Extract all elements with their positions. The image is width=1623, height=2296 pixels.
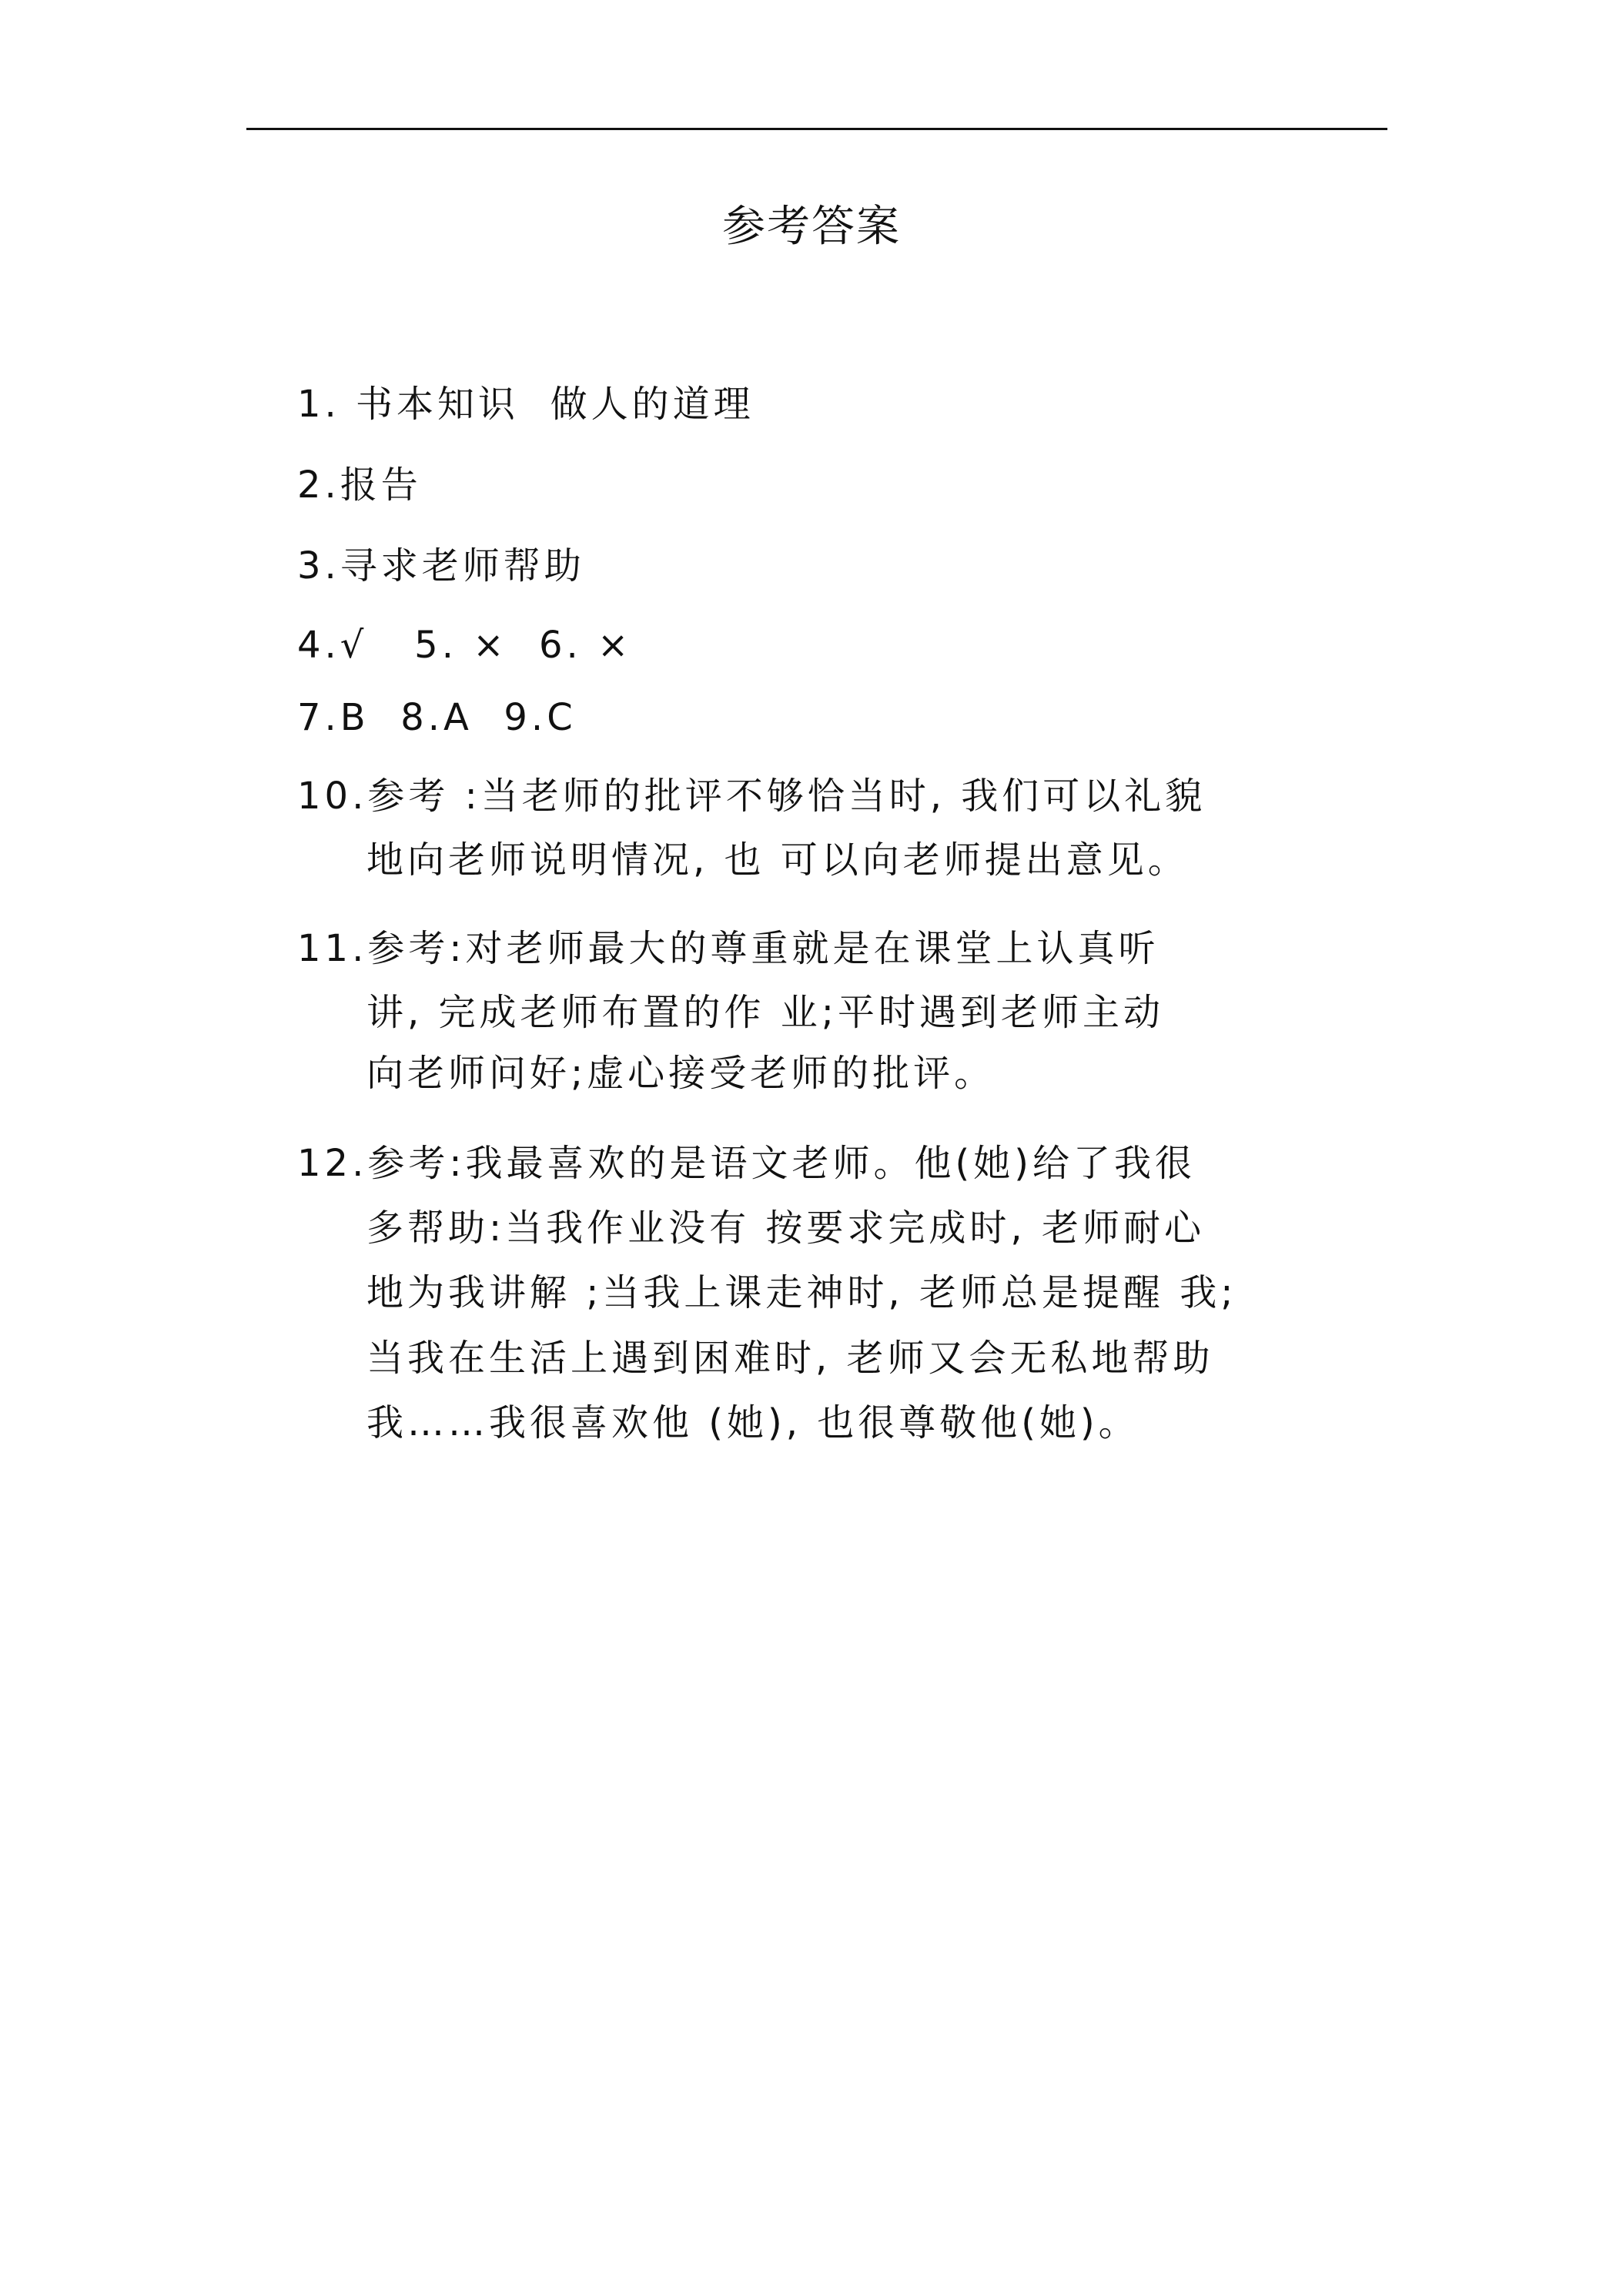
answer-12-line-1: 12.参考:我最喜欢的是语文老师。他(她)给了我很 [297,1142,1196,1185]
page-title: 参考答案 [722,202,901,252]
answer-10-line-1: 10.参考 :当老师的批评不够恰当时, 我们可以礼貌 [297,775,1206,818]
answer-11-line-2: 讲, 完成老师布置的作 业;平时遇到老师主动 [366,991,1164,1034]
answer-3-line-1: 3.寻求老师帮助 [297,544,585,587]
answer-1-line-1: 1. 书本知识 做人的道理 [297,383,755,426]
answer-7-9-line-1: 7.B 8.A 9.C [297,696,577,739]
answer-12-line-3: 地为我讲解 ;当我上课走神时, 老师总是提醒 我; [366,1271,1237,1314]
answer-12-line-4: 当我在生活上遇到困难时, 老师又会无私地帮助 [366,1337,1214,1380]
answer-10-line-2: 地向老师说明情况, 也 可以向老师提出意见。 [366,838,1189,882]
answer-11-line-1: 11.参考:对老师最大的尊重就是在课堂上认真听 [297,927,1160,970]
answer-12-line-5: 我……我很喜欢他 (她), 也很尊敬他(她)。 [366,1401,1139,1444]
answer-11-line-3: 向老师问好;虚心接受老师的批评。 [366,1052,996,1095]
answer-4-6-line-1: 4.√ 5. × 6. × [297,624,633,667]
answer-2-line-1: 2.报告 [297,464,422,507]
answer-12-line-2: 多帮助:当我作业没有 按要求完成时, 老师耐心 [366,1207,1205,1250]
